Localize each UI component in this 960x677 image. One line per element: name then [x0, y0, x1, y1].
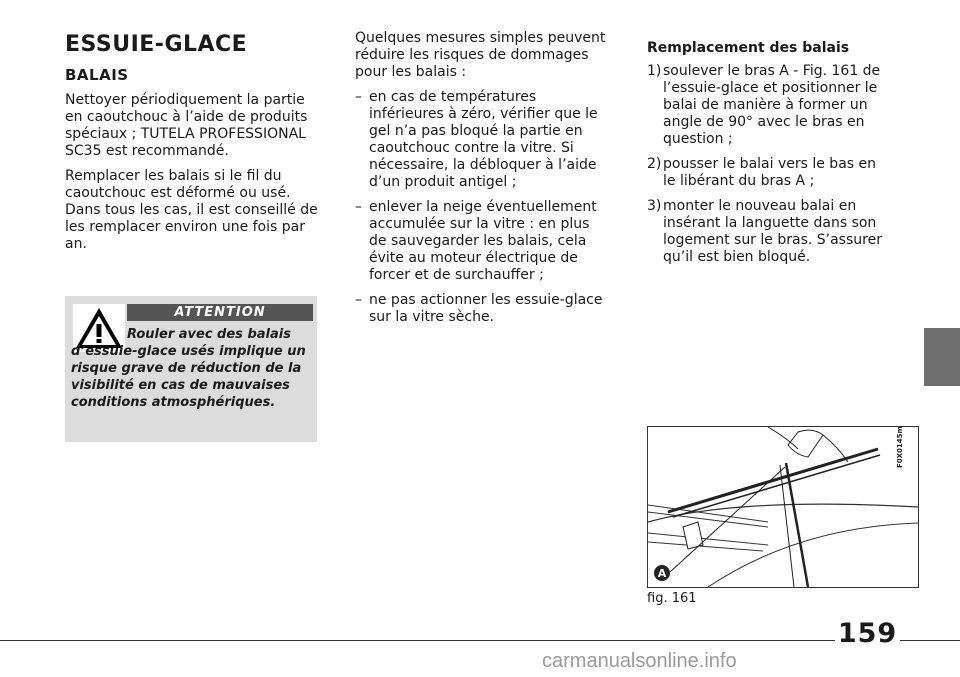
- step-text: pousser le balai vers le bas en le libérant du bras A ;: [663, 156, 877, 189]
- paragraph-replace: Remplacer les balais si le fil du caoutchouc est déformé ou usé. Dans tous les cas, il est conseillé de les remplacer environ une fois par an.: [65, 168, 318, 252]
- dash-marker: –: [355, 199, 362, 215]
- section-heading: Remplacement des balais: [647, 40, 850, 56]
- wiper-illustration: [647, 426, 919, 588]
- list-item: [355, 89, 610, 191]
- step-item: [647, 63, 892, 148]
- step-item: [647, 198, 892, 266]
- column-middle: [355, 30, 610, 334]
- intro-paragraph: Quelques mesures simples peuvent réduire les risques de dommages pour les balais :: [355, 30, 606, 80]
- list-item: [355, 292, 610, 326]
- step-item: [647, 156, 892, 190]
- warning-banner: ATTENTION: [127, 304, 313, 321]
- page-title: ESSUIE-GLACE: [65, 32, 248, 57]
- figure-caption: fig. 161: [647, 591, 697, 606]
- watermark: carmanualsonline.info: [542, 650, 737, 672]
- wiper-drawing: [648, 427, 918, 587]
- list-item-text: en cas de températures inférieures à zéro, vérifier que le gel n’a pas bloqué la partie en caoutchouc contre la vitre. Si nécessaire, la débloquer à l’aide d’un produit antigel ;: [369, 89, 598, 190]
- section-subtitle: BALAIS: [65, 66, 129, 84]
- list-item: [355, 199, 610, 284]
- column-right: [647, 30, 892, 274]
- paragraph-cleaning: Nettoyer périodiquement la partie en caoutchouc à l’aide de produits spéciaux ; TUTELA PROFESSIONAL SC35 est recommandé.: [65, 92, 308, 159]
- figure-code: F0X0145m: [896, 426, 904, 468]
- callout-a-label: A: [657, 567, 667, 580]
- page-number: 159: [835, 618, 900, 650]
- column-left: [65, 30, 320, 261]
- list-item-text: ne pas actionner les essuie-glace sur la vitre sèche.: [369, 292, 603, 325]
- step-number: 1): [647, 63, 662, 79]
- dash-marker: –: [355, 89, 362, 105]
- step-text: soulever le bras A - Fig. 161 de l’essuie-glace et positionner le balai de manière à former un angle de 90° avec le bras en question ;: [663, 63, 881, 147]
- warning-text: Rouler avec des balais d’essuie-glace usés implique un risque grave de réduction de la visibilité en cas de mauvaises conditions atmosphériques.: [71, 327, 306, 410]
- bottom-rule: [0, 640, 960, 641]
- step-text: monter le nouveau balai en insérant la languette dans son logement sur le bras. S’assurer qu’il est bien bloqué.: [663, 198, 882, 265]
- warning-box: [65, 296, 317, 442]
- step-number: 2): [647, 156, 662, 172]
- list-item-text: enlever la neige éventuellement accumulée sur la vitre : en plus de sauvegarder les balais, cela évite au moteur électrique de forcer et de surchauffer ;: [369, 199, 597, 283]
- chapter-tab: [924, 328, 960, 386]
- dash-marker: –: [355, 292, 362, 308]
- step-number: 3): [647, 198, 662, 214]
